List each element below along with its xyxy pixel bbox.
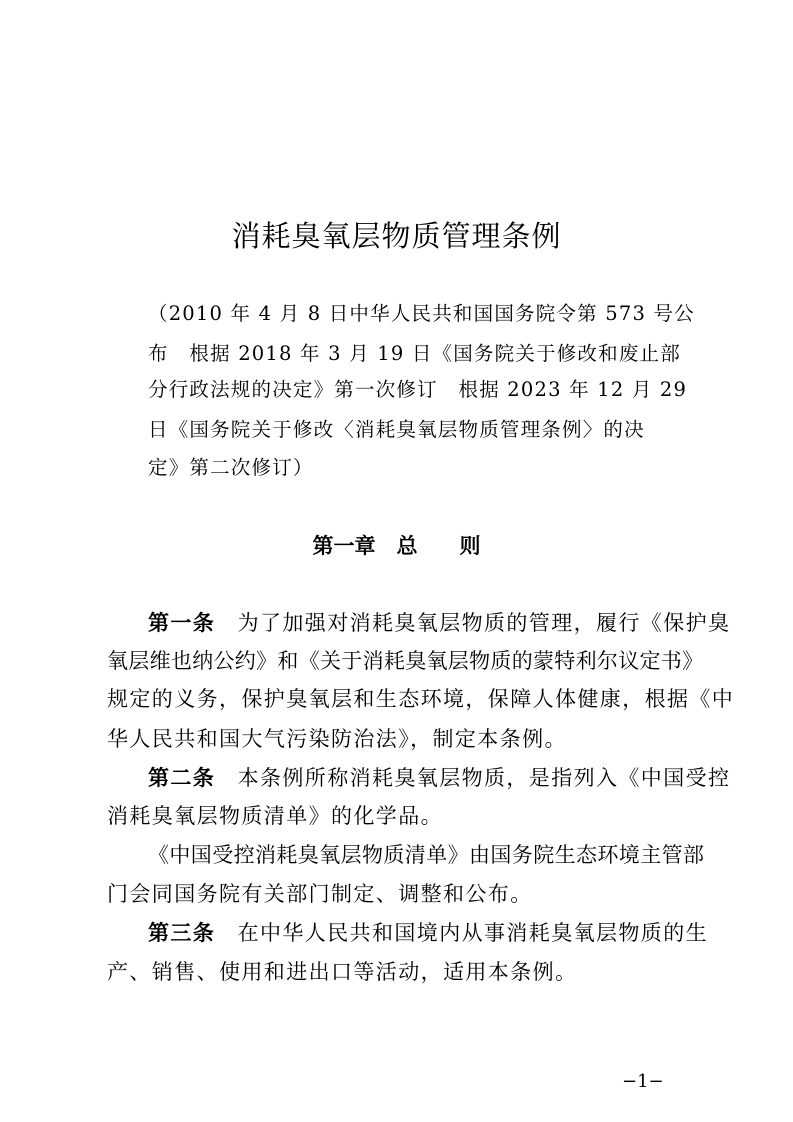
article-1-label: 第一条 [148, 610, 216, 635]
article-1-line-3: 规定的义务，保护臭氧层和生态环境，保障人体健康，根据《中 [107, 687, 735, 711]
article-2-text: 本条例所称消耗臭氧层物质，是指列入《中国受控 [215, 766, 731, 790]
subtitle-line-5: 定》第二次修订） [148, 456, 314, 479]
subtitle-line-2: 布 根据 2018 年 3 月 19 日《国务院关于修改和废止部 [148, 342, 681, 365]
article-1-line-4: 华人民共和国大气污染防治法》，制定本条例。 [107, 727, 567, 751]
article-3-line-2: 产、销售、使用和进出口等活动，适用本条例。 [107, 960, 578, 984]
page-number: −1− [622, 1071, 664, 1092]
article-2-para2-line-2: 门会同国务院有关部门制定、调整和公布。 [107, 882, 533, 906]
document-title: 消耗臭氧层物质管理条例 [231, 219, 562, 253]
article-1-line-2: 氧层维也纳公约》和《关于消耗臭氧层物质的蒙特利尔议定书》 [107, 649, 704, 673]
subtitle-line-1: （2010 年 4 月 8 日中华人民共和国国务院令第 573 号公 [148, 302, 695, 325]
article-3-label: 第三条 [148, 920, 216, 945]
article-1-line-1 [148, 609, 730, 637]
chapter-heading: 第一章 总 则 [312, 533, 481, 558]
article-2-label: 第二条 [148, 765, 216, 790]
article-2-line-1 [148, 764, 730, 792]
article-3-line-1 [148, 919, 708, 947]
article-2-line-2: 消耗臭氧层物质清单》的化学品。 [107, 804, 443, 828]
subtitle-line-4: 日《国务院关于修改〈消耗臭氧层物质管理条例〉的决 [148, 418, 645, 441]
article-3-text: 在中华人民共和国境内从事消耗臭氧层物质的生 [215, 921, 709, 945]
article-1-text: 为了加强对消耗臭氧层物质的管理，履行《保护臭 [215, 611, 731, 635]
article-2-para2-line-1: 《中国受控消耗臭氧层物质清单》由国务院生态环境主管部 [148, 843, 705, 867]
subtitle-line-3: 分行政法规的决定》第一次修订 根据 2023 年 12 月 29 [148, 378, 688, 401]
